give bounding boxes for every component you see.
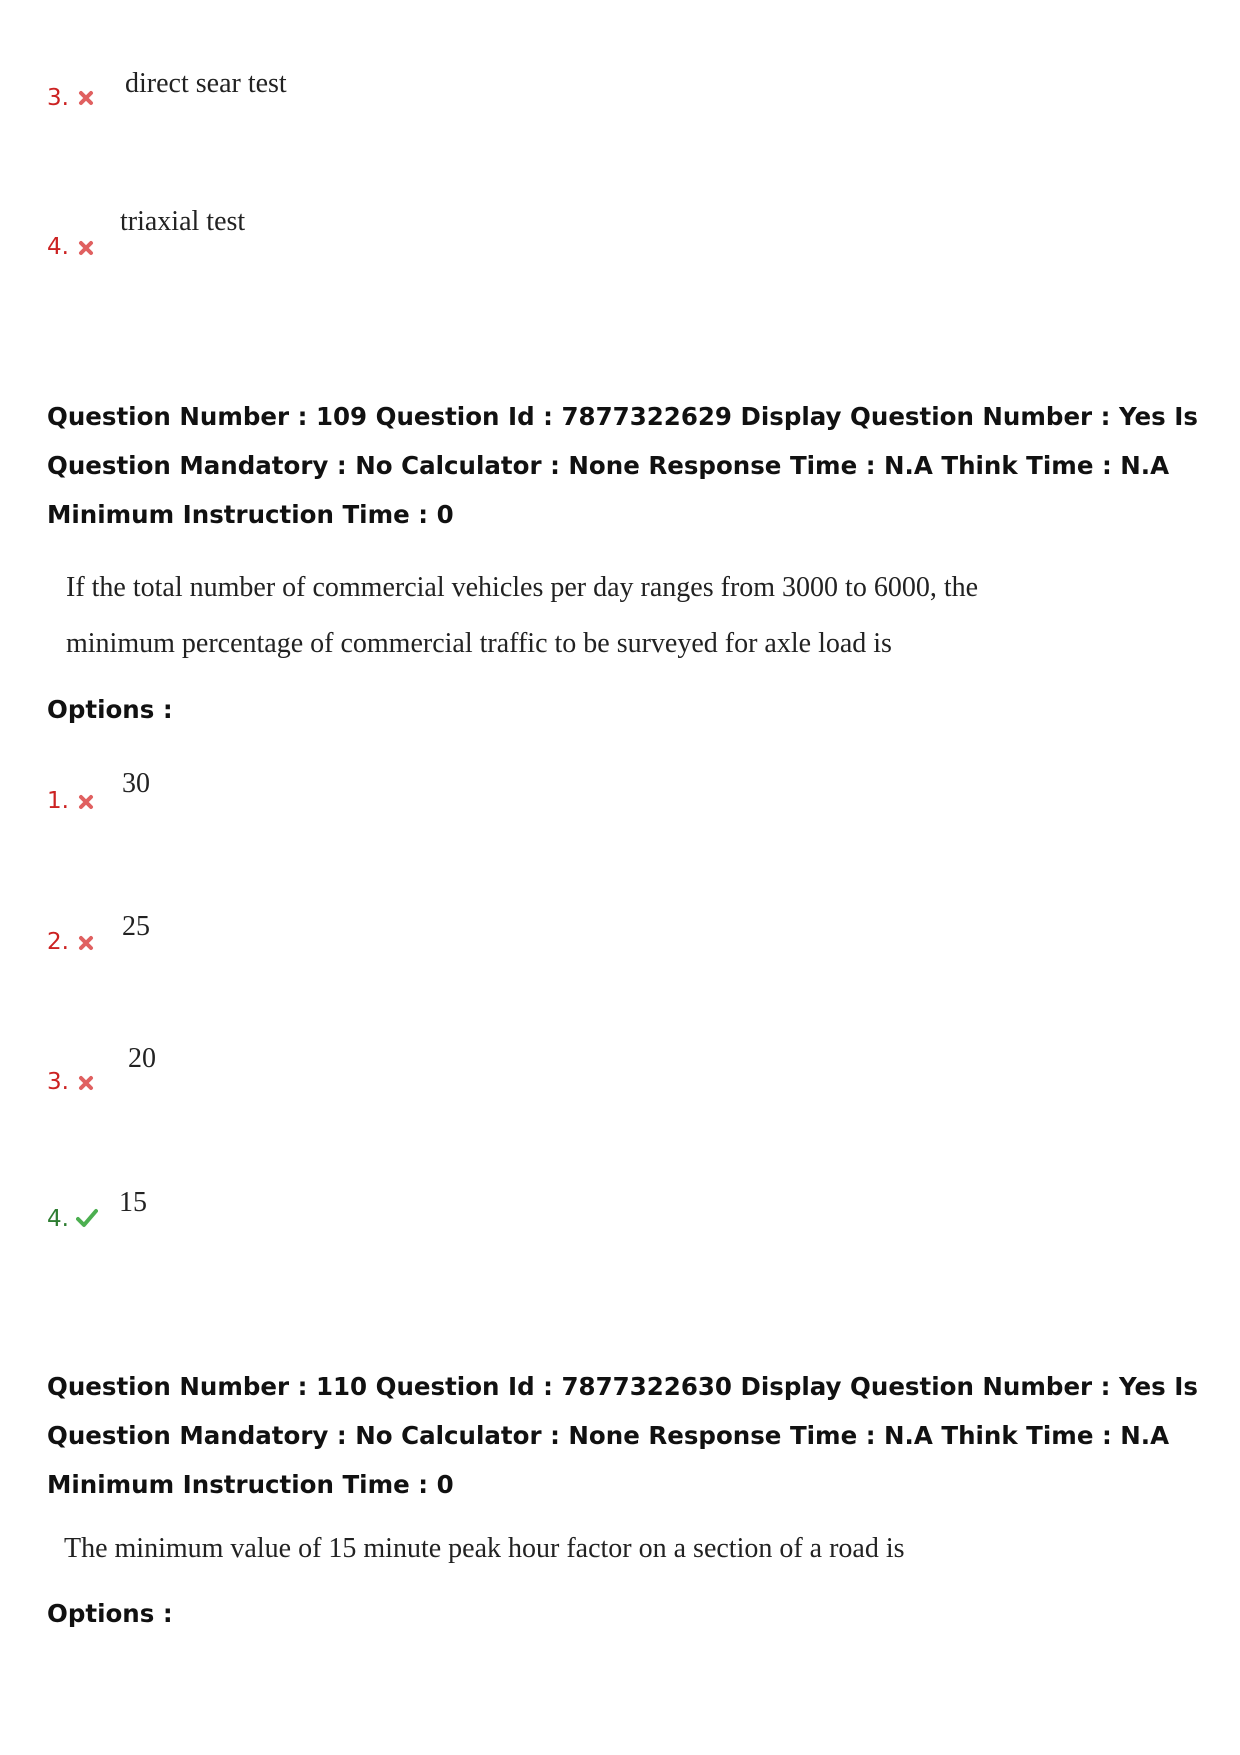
option-text: 30 bbox=[122, 768, 150, 799]
option-text: 20 bbox=[128, 1043, 156, 1074]
question-text-line: minimum percentage of commercial traffic to be surveyed for axle load is bbox=[66, 628, 892, 659]
options-label: Options : bbox=[47, 1599, 173, 1628]
options-label: Options : bbox=[47, 695, 173, 724]
option-number: 2. bbox=[47, 929, 69, 955]
cross-icon bbox=[78, 935, 94, 951]
option-text: triaxial test bbox=[120, 206, 246, 237]
option-number: 3. bbox=[47, 85, 69, 111]
cross-icon bbox=[78, 794, 94, 810]
check-icon bbox=[76, 1208, 98, 1228]
cross-icon bbox=[78, 1075, 94, 1091]
option-number: 3. bbox=[47, 1069, 69, 1095]
option-text: direct sear test bbox=[125, 68, 287, 99]
option-number: 1. bbox=[47, 788, 69, 814]
cross-icon bbox=[78, 240, 94, 256]
question-text: The minimum value of 15 minute peak hour factor on a section of a road is bbox=[64, 1533, 905, 1564]
option-number: 4. bbox=[47, 234, 69, 260]
option-text: 25 bbox=[122, 911, 150, 942]
question-header: Question Number : 109 Question Id : 7877322629 Display Question Number : Yes Is Question Mandatory : No Calculator : None Response Time : N.A Think Time : N.A Minimum Instruction Time : 0 bbox=[47, 402, 1198, 529]
cross-icon bbox=[78, 90, 94, 106]
option-text: 15 bbox=[119, 1187, 147, 1218]
question-header: Question Number : 110 Question Id : 7877322630 Display Question Number : Yes Is Question Mandatory : No Calculator : None Response Time : N.A Think Time : N.A Minimum Instruction Time : 0 bbox=[47, 1372, 1198, 1499]
option-number: 4. bbox=[47, 1206, 69, 1232]
question-text-line: If the total number of commercial vehicles per day ranges from 3000 to 6000, the bbox=[66, 572, 979, 603]
question-text bbox=[66, 560, 1186, 672]
